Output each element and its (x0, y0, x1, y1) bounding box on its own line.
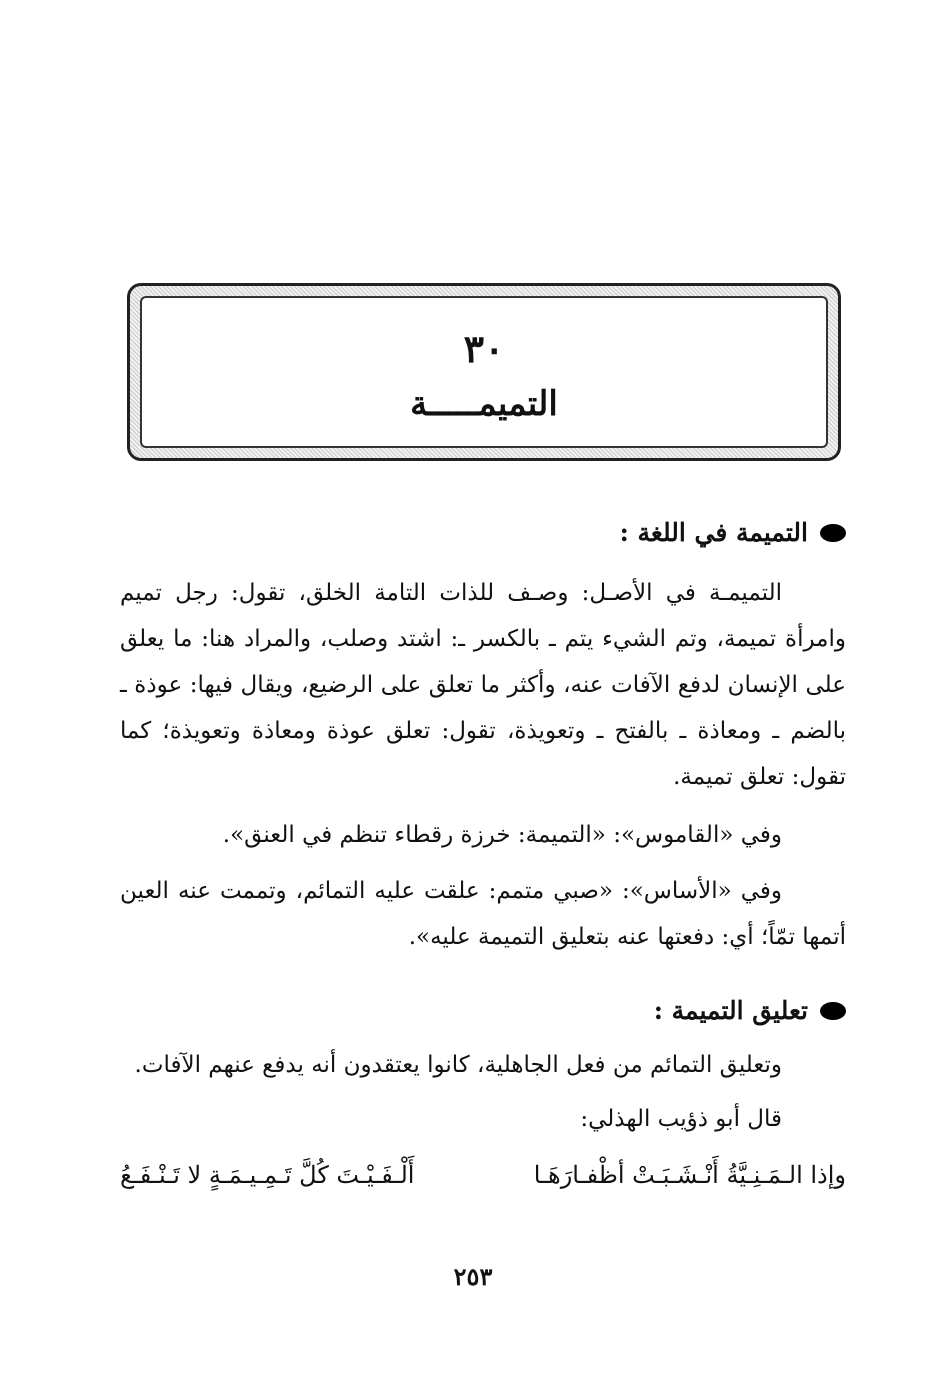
page-body (120, 510, 846, 1200)
poetry-verse (120, 1150, 846, 1200)
chapter-header-inner (140, 296, 828, 448)
chapter-header-frame (127, 283, 841, 461)
chapter-number: ٣٠ (463, 326, 505, 371)
page-number: ٢٥٣ (453, 1262, 493, 1291)
paragraph-definition: التميمـة في الأصـل: وصـف للذات التامة الخلق، تقول: رجل تميم وامرأة تميمة، وتم الشيء يتم ـ بالكسر ـ: اشتد وصلب، والمراد هنا: ما يعلق على الإنسان لدفع الآفات عنه، وأكثر ما تعلق على الرضيع، ويقال فيها: عوذة ـ بالضم ـ ومعاذة ـ بالفتح ـ وتعويذة، تقول: تعلق عوذة ومعاذة وتعويذة؛ كما تقول: تعلق تميمة. (120, 580, 846, 790)
verse-second-hemistich: أَلْـفَـيْـتَ كُلَّ تَـمِـيـمَـةٍ لا تَـنْـفَـعُ (120, 1161, 415, 1189)
verse-first-hemistich: وإذا الـمَـنِـيَّةُ أَنْـشَـبَـتْ أظْفـارَهَـا (533, 1161, 846, 1189)
section-heading-text: تعليق التميمة : (653, 996, 808, 1025)
chapter-title: التميمـــــة (410, 384, 558, 424)
section-heading-text: التميمة في اللغة : (619, 518, 808, 547)
paragraph-qamus: وفي «القاموس»: «التميمة: خرزة رقطاء تنظم في العنق». (222, 822, 782, 848)
paragraph-jahiliyya: وتعليق التمائم من فعل الجاهلية، كانوا يعتقدون أنه يدفع عنهم الآفات. (134, 1052, 782, 1078)
section-heading-language (120, 510, 846, 556)
section-heading-hanging (120, 988, 846, 1034)
paragraph-poet-intro: قال أبو ذؤيب الهذلي: (580, 1106, 782, 1132)
paragraph-asas: وفي «الأساس»: «صبي متمم: علقت عليه التمائم، وتممت عنه العين أتمها تمّاً؛ أي: دفعتها عنه بتعليق التميمة عليه». (120, 878, 846, 950)
bullet-icon (820, 1002, 846, 1020)
bullet-icon (820, 524, 846, 542)
